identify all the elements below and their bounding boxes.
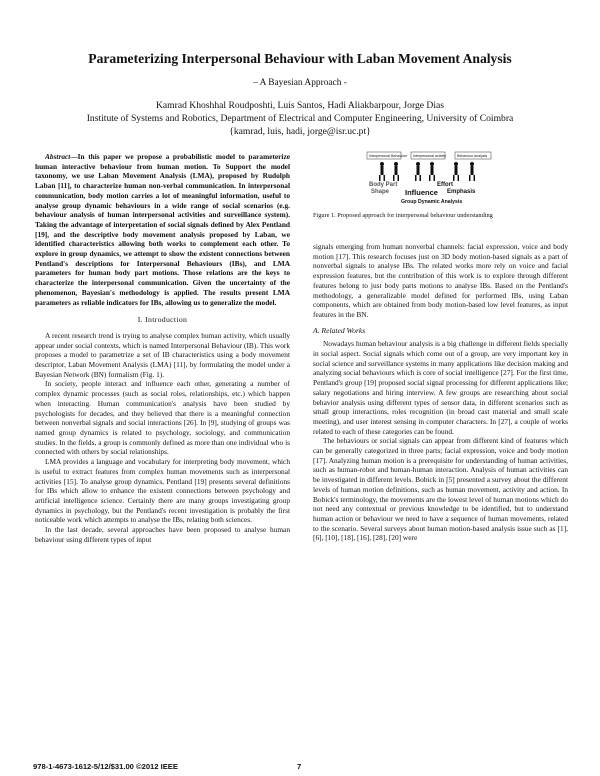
figure-label-top-left: Interpersonal Behaviour — [369, 154, 408, 158]
abstract — [35, 152, 290, 307]
figure-label-body-part: Body Part — [369, 182, 398, 188]
figure-label-top-right: Behaviour analysis — [457, 154, 488, 158]
figure-label-top-mid: Interpersonal activity — [413, 154, 446, 158]
intro-paragraph: A recent research trend is trying to analyse complex human activity, which usually appear under social contexts, which is named Interpersonal Behaviour (IB). This work proposes a model to parametrize a set of IB characteristics using a body movement descriptor, Laban Movement Analysis (LMA) [11], by formulating the model under a Bayesian Network (BN) formalism (Fig. 1). — [35, 330, 290, 379]
figure-label-shape: Shape — [371, 189, 390, 195]
abstract-text: —In this paper we propose a probabilistic model to parameterize human interactive behaviour from human motion. To Support the model taxonomy, we use Laban Movement Analysis (LMA), proposed by Rudolph Laban [11], to characterize human non-verbal communication. In interpersonal communication, body motion carries a lot of meaningful information, useful to analyse group dynamic behaviours in a wide range of social scenarios (e.g. behaviour analysis of human interpersonal activities and surveillance system). Taking the advantage of interpretation of social signals defined by Alex Pentland [19], and the descriptive body movement analysis proposed by Laban, we identified characteristics allowing both works to complement each other. To explore in group dynamics, we attempt to show the existent connections between Pentland's descriptions for Interpersonal Behaviours (IBs), and LMA parameters for human body part motions. Those relations are the keys to characterize the interpersonal communication. Given the uncertainty of the phenomenon, Bayesian's methodology is applied. The results present LMA parameters as reliable indicators for IBs, allowing us to generalize the model. — [35, 152, 290, 307]
figure-label-group-dynamic: Group Dynamic Analysis — [401, 199, 463, 205]
author-block — [40, 99, 560, 138]
intro-paragraph: In society, people interact and influence each other, generating a number of complex dynamic processes (such as social roles, relationships, etc.) which happen when interacting. Human communication's analysis have been studied by psychologists for decades, and they believed that there is a meaningful connection between nonverbal signals and social interactions [26]. In [9], studying of groups was named group dynamics is related to psychology, sociology, and communication studies. In the fields, a group is commonly defined as more than one individual who is connected with others by social relationships. — [35, 379, 290, 457]
subsection-heading-related-works: A. Related Works — [313, 325, 366, 335]
footer-isbn: 978-1-4673-1612-5/12/$31.00 ©2012 IEEE — [33, 762, 178, 771]
abstract-label: Abstract — [45, 152, 71, 161]
related-works-paragraph: Nowadays human behaviour analysis is a big challenge in different fields specially in social aspect. Social signals which come out of a group, are very important key in social science and surveillance systems in many applications like decision making and analyzing social behaviours which is core of social intelligence [27]. For the first time, Pentland's group [19] proposed social signal processing for different applications like; salary negotiations and hiring interview. A few groups are researching about social behavior analysis using different types of sensor data, in different scenarios such as small group interactions, roles recognition (in broad cast material and small scale meeting), and user interest sensing in computer characters. In [27], a couple of works related to each of these categories can be found. — [313, 339, 568, 436]
section-heading-introduction: I. Introduction — [137, 315, 188, 325]
intro-paragraph: LMA provides a language and vocabulary for interpreting body movement, which is useful to extract features from complex human movements such as interpersonal activities [15]. To analyse group dynamics, Pentland [19] presents several definitions for IBs which allow to enhance the existent connections between psychology and artificial intelligence science. Certainly there are many groups investigating group dynamics in psychology, but the Pentland's recent investigation is probably the first noticeable work which attempts to analyse the IBs, relating both sciences. — [35, 457, 290, 525]
figure-1-caption: Figure 1. Proposed approach for interpersonal behaviour understanding — [313, 212, 493, 219]
figure-1 — [365, 150, 495, 206]
author-emails: {kamrad, luis, hadi, jorge@isr.uc.pt} — [229, 126, 371, 137]
right-column — [313, 242, 568, 543]
page-number: 7 — [297, 762, 302, 771]
human-figures-group — [379, 162, 475, 181]
figure-label-influence: Influence — [405, 188, 438, 197]
left-column — [35, 152, 290, 544]
intro-paragraph-continued: signals emerging from human nonverbal channels: facial expression, voice and body motion [17]. This research focuses just on 3D body motion-based signals as a part of nonverbal signals to analyse IBs. The related works more rely on voice and facial expression features, but the contribution of this work is to explore through different features belong to just body parts motions to analyse IBs. Based on the Pentland's methodology, a generalizable model defined for performed IBs, using Laban components, which are obtained from body motion-based low level features, as input features in the BN. — [313, 242, 568, 319]
paper-title: Parameterizing Interpersonal Behaviour with Laban Movement Analysis — [88, 51, 512, 66]
figure-1-diagram — [365, 150, 495, 206]
figure-label-effort: Effort — [437, 182, 453, 188]
author-names: Kamrad Khoshhal Roudposhti, Luís Santos, Hadi Aliakbarpour, Jorge Dias — [155, 100, 445, 111]
intro-paragraph: In the last decade, several approaches have been proposed to analyse human behaviour using different types of input — [35, 525, 290, 544]
author-affiliation: Institute of Systems and Robotics, Department of Electrical and Computer Engineering, University of Coimbra — [86, 113, 514, 124]
paper-subtitle: – A Bayesian Approach - — [253, 78, 347, 88]
related-works-paragraph: The behaviours or social signals can appear from different kind of features which can be generally categorized in three parts; facial expression, voice and body motion [17]. Analyzing human motion is a prerequisite for understanding of human activities, such as human-robot and human-human interaction. Analysis of human activities can be investigated in different levels. Bobick in [5] presented a survey about the different levels of human motion definitions, such as human movement, activity and action. In Bobick's terminology, the movements are the lowest level of human motions which do not need any contextual or previous knowledge to be identified, but to understand human action or behaviour we need to have a sequence of human movements, related to the scenario. Several surveys about human motion-based analysis issue such as [1], [6], [10], [18], [16], [28], [20] were — [313, 436, 568, 543]
figure-label-emphasis: Emphasis — [447, 189, 476, 195]
